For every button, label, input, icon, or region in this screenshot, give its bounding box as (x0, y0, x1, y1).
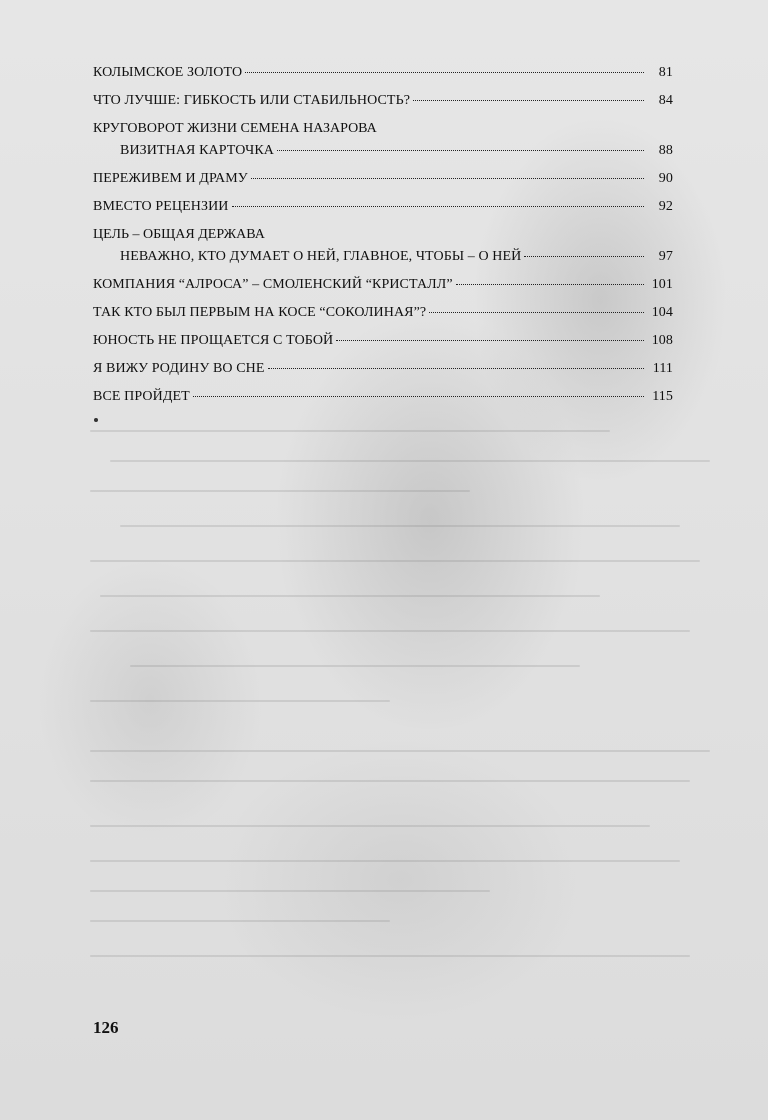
toc-entry-heading: КРУГОВОРОТ ЖИЗНИ СЕМЕНА НАЗАРОВА (93, 121, 377, 136)
toc-entry-page: 101 (651, 277, 673, 292)
toc-entry-title: КОМПАНИЯ “АЛРОСА” – СМОЛЕНСКИЙ “КРИСТАЛЛ” (93, 277, 453, 292)
toc-entry-page: 104 (651, 305, 673, 320)
toc-entry-page: 84 (658, 93, 673, 108)
toc-entry-page: 88 (658, 143, 673, 158)
toc-entry-page: 111 (652, 361, 673, 376)
bleed-through-shadow (90, 430, 730, 990)
toc-entry-page: 81 (658, 65, 673, 80)
dot-leader (193, 395, 644, 397)
dot-leader (268, 367, 644, 369)
toc-entry[interactable] (93, 388, 673, 416)
toc-entry-page: 90 (658, 171, 673, 186)
dot-leader (524, 255, 644, 257)
toc-entry-title: ЮНОСТЬ НЕ ПРОЩАЕТСЯ С ТОБОЙ (93, 333, 334, 348)
toc-entry-page: 97 (658, 249, 673, 264)
dot-leader (413, 99, 644, 101)
toc-entry-page: 108 (651, 333, 673, 348)
toc-entry[interactable] (93, 142, 673, 170)
toc-entry-title: ВСЕ ПРОЙДЕТ (93, 389, 190, 404)
table-of-contents (93, 64, 673, 416)
toc-entry-page: 115 (652, 389, 673, 404)
toc-entry[interactable] (93, 304, 673, 332)
toc-entry-title: ВМЕСТО РЕЦЕНЗИИ (93, 199, 229, 214)
dot-leader (456, 283, 644, 285)
ink-speck (94, 418, 98, 422)
dot-leader (232, 205, 645, 207)
page-number: 126 (93, 1018, 119, 1037)
toc-entry-title: КОЛЫМСКОЕ ЗОЛОТО (93, 65, 243, 80)
dot-leader (251, 177, 644, 179)
dot-leader (336, 339, 644, 341)
toc-entry[interactable] (93, 198, 673, 226)
dot-leader (429, 311, 644, 313)
toc-entry-title: НЕВАЖНО, КТО ДУМАЕТ О НЕЙ, ГЛАВНОЕ, ЧТОБЫ – О НЕЙ (120, 249, 522, 264)
toc-entry-title: ПЕРЕЖИВЕМ И ДРАМУ (93, 171, 248, 186)
toc-entry-title: Я ВИЖУ РОДИНУ ВО СНЕ (93, 361, 265, 376)
toc-entry[interactable] (93, 332, 673, 360)
dot-leader (245, 71, 644, 73)
toc-entry[interactable] (93, 170, 673, 198)
toc-entry[interactable] (93, 248, 673, 276)
toc-entry[interactable] (93, 360, 673, 388)
toc-entry[interactable] (93, 276, 673, 304)
toc-entry-title: ВИЗИТНАЯ КАРТОЧКА (120, 143, 274, 158)
toc-entry[interactable] (93, 64, 673, 92)
toc-entry-title: ЧТО ЛУЧШЕ: ГИБКОСТЬ ИЛИ СТАБИЛЬНОСТЬ? (93, 93, 411, 108)
toc-entry-heading: ЦЕЛЬ – ОБЩАЯ ДЕРЖАВА (93, 227, 265, 242)
toc-entry[interactable] (93, 92, 673, 120)
toc-entry-title: ТАК КТО БЫЛ ПЕРВЫМ НА КОСЕ “СОКОЛИНАЯ”? (93, 305, 427, 320)
toc-entry-page: 92 (658, 199, 673, 214)
dot-leader (277, 149, 644, 151)
